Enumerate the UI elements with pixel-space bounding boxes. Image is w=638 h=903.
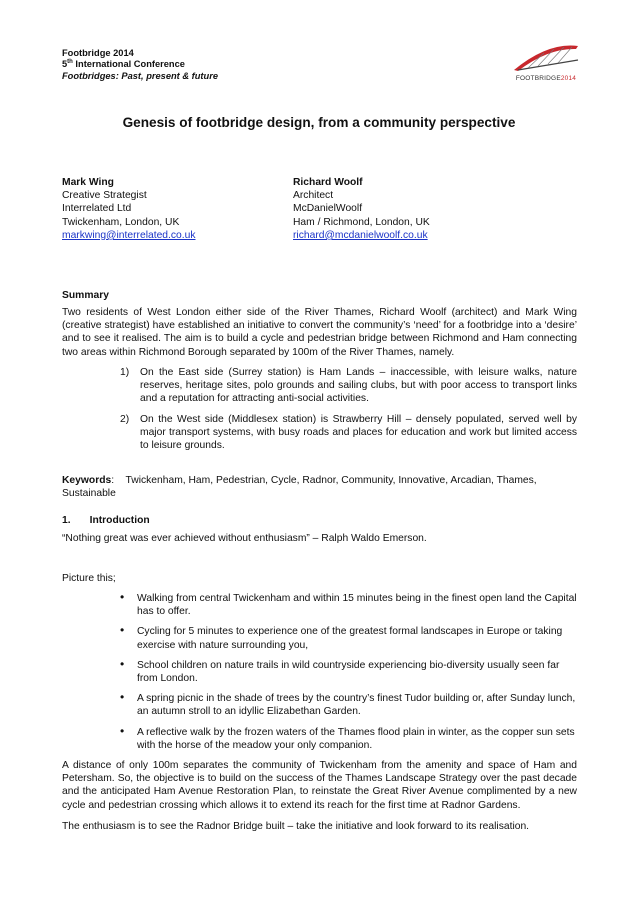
summary-list [120, 366, 577, 459]
author-block-2 [293, 176, 493, 242]
list-item: 2) On the West side (Middlesex station) is Strawberry Hill – densely populated, served well by major transport systems, with busy roads and places for education and work but limited access to leisure grounds. [120, 413, 577, 452]
list-item: • School children on nature trails in wild countryside experiencing bio-diversity usually seen far from London. [120, 656, 560, 685]
header-line-1: Footbridge 2014 [62, 48, 134, 58]
intro-lead: Picture this; [62, 573, 116, 584]
author-org: McDanielWoolf [293, 203, 363, 215]
footbridge-logo [508, 40, 584, 86]
bullet-icon: • [120, 690, 125, 705]
author-location: Ham / Richmond, London, UK [293, 216, 430, 228]
keywords-label: Keywords [62, 475, 112, 486]
bullet-icon: • [120, 590, 125, 604]
intro-quote: “Nothing great was ever achieved without enthusiasm” – Ralph Waldo Emerson. [62, 533, 427, 544]
intro-paragraph-1: A distance of only 100m separates the community of Twickenham from the amenity and space of Ham and Petersham. So, the objective is to build on the success of the Thames Landscape Strategy over the past decade and the anticipated Ham Avenue Restoration Plan, to reinstate the Great River Avenue complimented by a new cycle and pedestrian crossing which allows it to extend its reach for the first time at Radnor Gardens. [62, 760, 577, 811]
summary-heading: Summary [62, 290, 109, 301]
author-org: Interrelated Ltd [62, 203, 132, 215]
list-item: 1) On the East side (Surrey station) is Ham Lands – inaccessible, with leisure walks, nature reserves, heritage sites, polo grounds and sailing clubs, but with poor access to transport links and a reputation for attracting anti-social activities. [120, 367, 577, 405]
author-role: Architect [293, 190, 334, 202]
author-role: Creative Strategist [62, 190, 147, 202]
bullet-icon: • [120, 623, 125, 638]
conference-header [62, 48, 218, 82]
header-line-2: 5th International Conference [62, 59, 185, 70]
bridge-logo-icon [508, 40, 584, 76]
keywords-text: Twickenham, Ham, Pedestrian, Cycle, Radnor, Community, Innovative, Arcadian, Thames, Sustainable [62, 475, 537, 500]
list-item: • A spring picnic in the shade of trees by the country’s finest Tudor building or, after Sunday lunch, an autumn stroll to an idyllic Elizabethan Garden. [120, 690, 576, 718]
intro-bullet-list [120, 592, 578, 759]
bullet-icon: • [120, 723, 125, 738]
author-block-1 [62, 176, 262, 242]
author-name: Mark Wing [62, 177, 114, 188]
author-email-link[interactable]: markwing@interrelated.co.uk [62, 229, 196, 241]
list-item: • A reflective walk by the frozen waters of the Thames flood plain in winter, as the copper sun sets with the horse of the meadow your only companion. [120, 723, 575, 751]
author-name: Richard Woolf [293, 177, 363, 188]
author-email-link[interactable]: richard@mcdanielwoolf.co.uk [293, 229, 428, 241]
intro-paragraph-2: The enthusiasm is to see the Radnor Bridge built – take the initiative and look forward to its realisation. [62, 821, 530, 832]
header-line-3: Footbridges: Past, present & future [62, 70, 218, 81]
bullet-icon: • [120, 656, 125, 671]
paper-title: Genesis of footbridge design, from a community perspective [122, 115, 516, 130]
author-location: Twickenham, London, UK [62, 216, 180, 228]
intro-heading: 1. Introduction [62, 515, 150, 526]
list-item: • Walking from central Twickenham and within 15 minutes being in the finest open land the Capital has to offer. [120, 590, 577, 618]
keywords-line: Keywords: Twickenham, Ham, Pedestrian, Cycle, Radnor, Community, Innovative, Arcadian, Thames, Sustainable [62, 475, 537, 500]
list-item: • Cycling for 5 minutes to experience one of the greatest formal landscapes in Europe or taking exercise with nature surrounding you, [120, 623, 563, 651]
logo-wordmark: FOOTBRIDGE2014 [515, 75, 577, 82]
summary-paragraph: Two residents of West London either side of the River Thames, Richard Woolf (architect) and Mark Wing (creative strategist) have established an initiative to convert the community’s ‘need’ for a footbridge into a ‘desire’ and to see it realised. The aim is to build a cycle and pedestrian bridge between Richmond and Ham connecting two areas within Richmond Borough separated by 100m of the River Thames, namely. [62, 307, 577, 358]
